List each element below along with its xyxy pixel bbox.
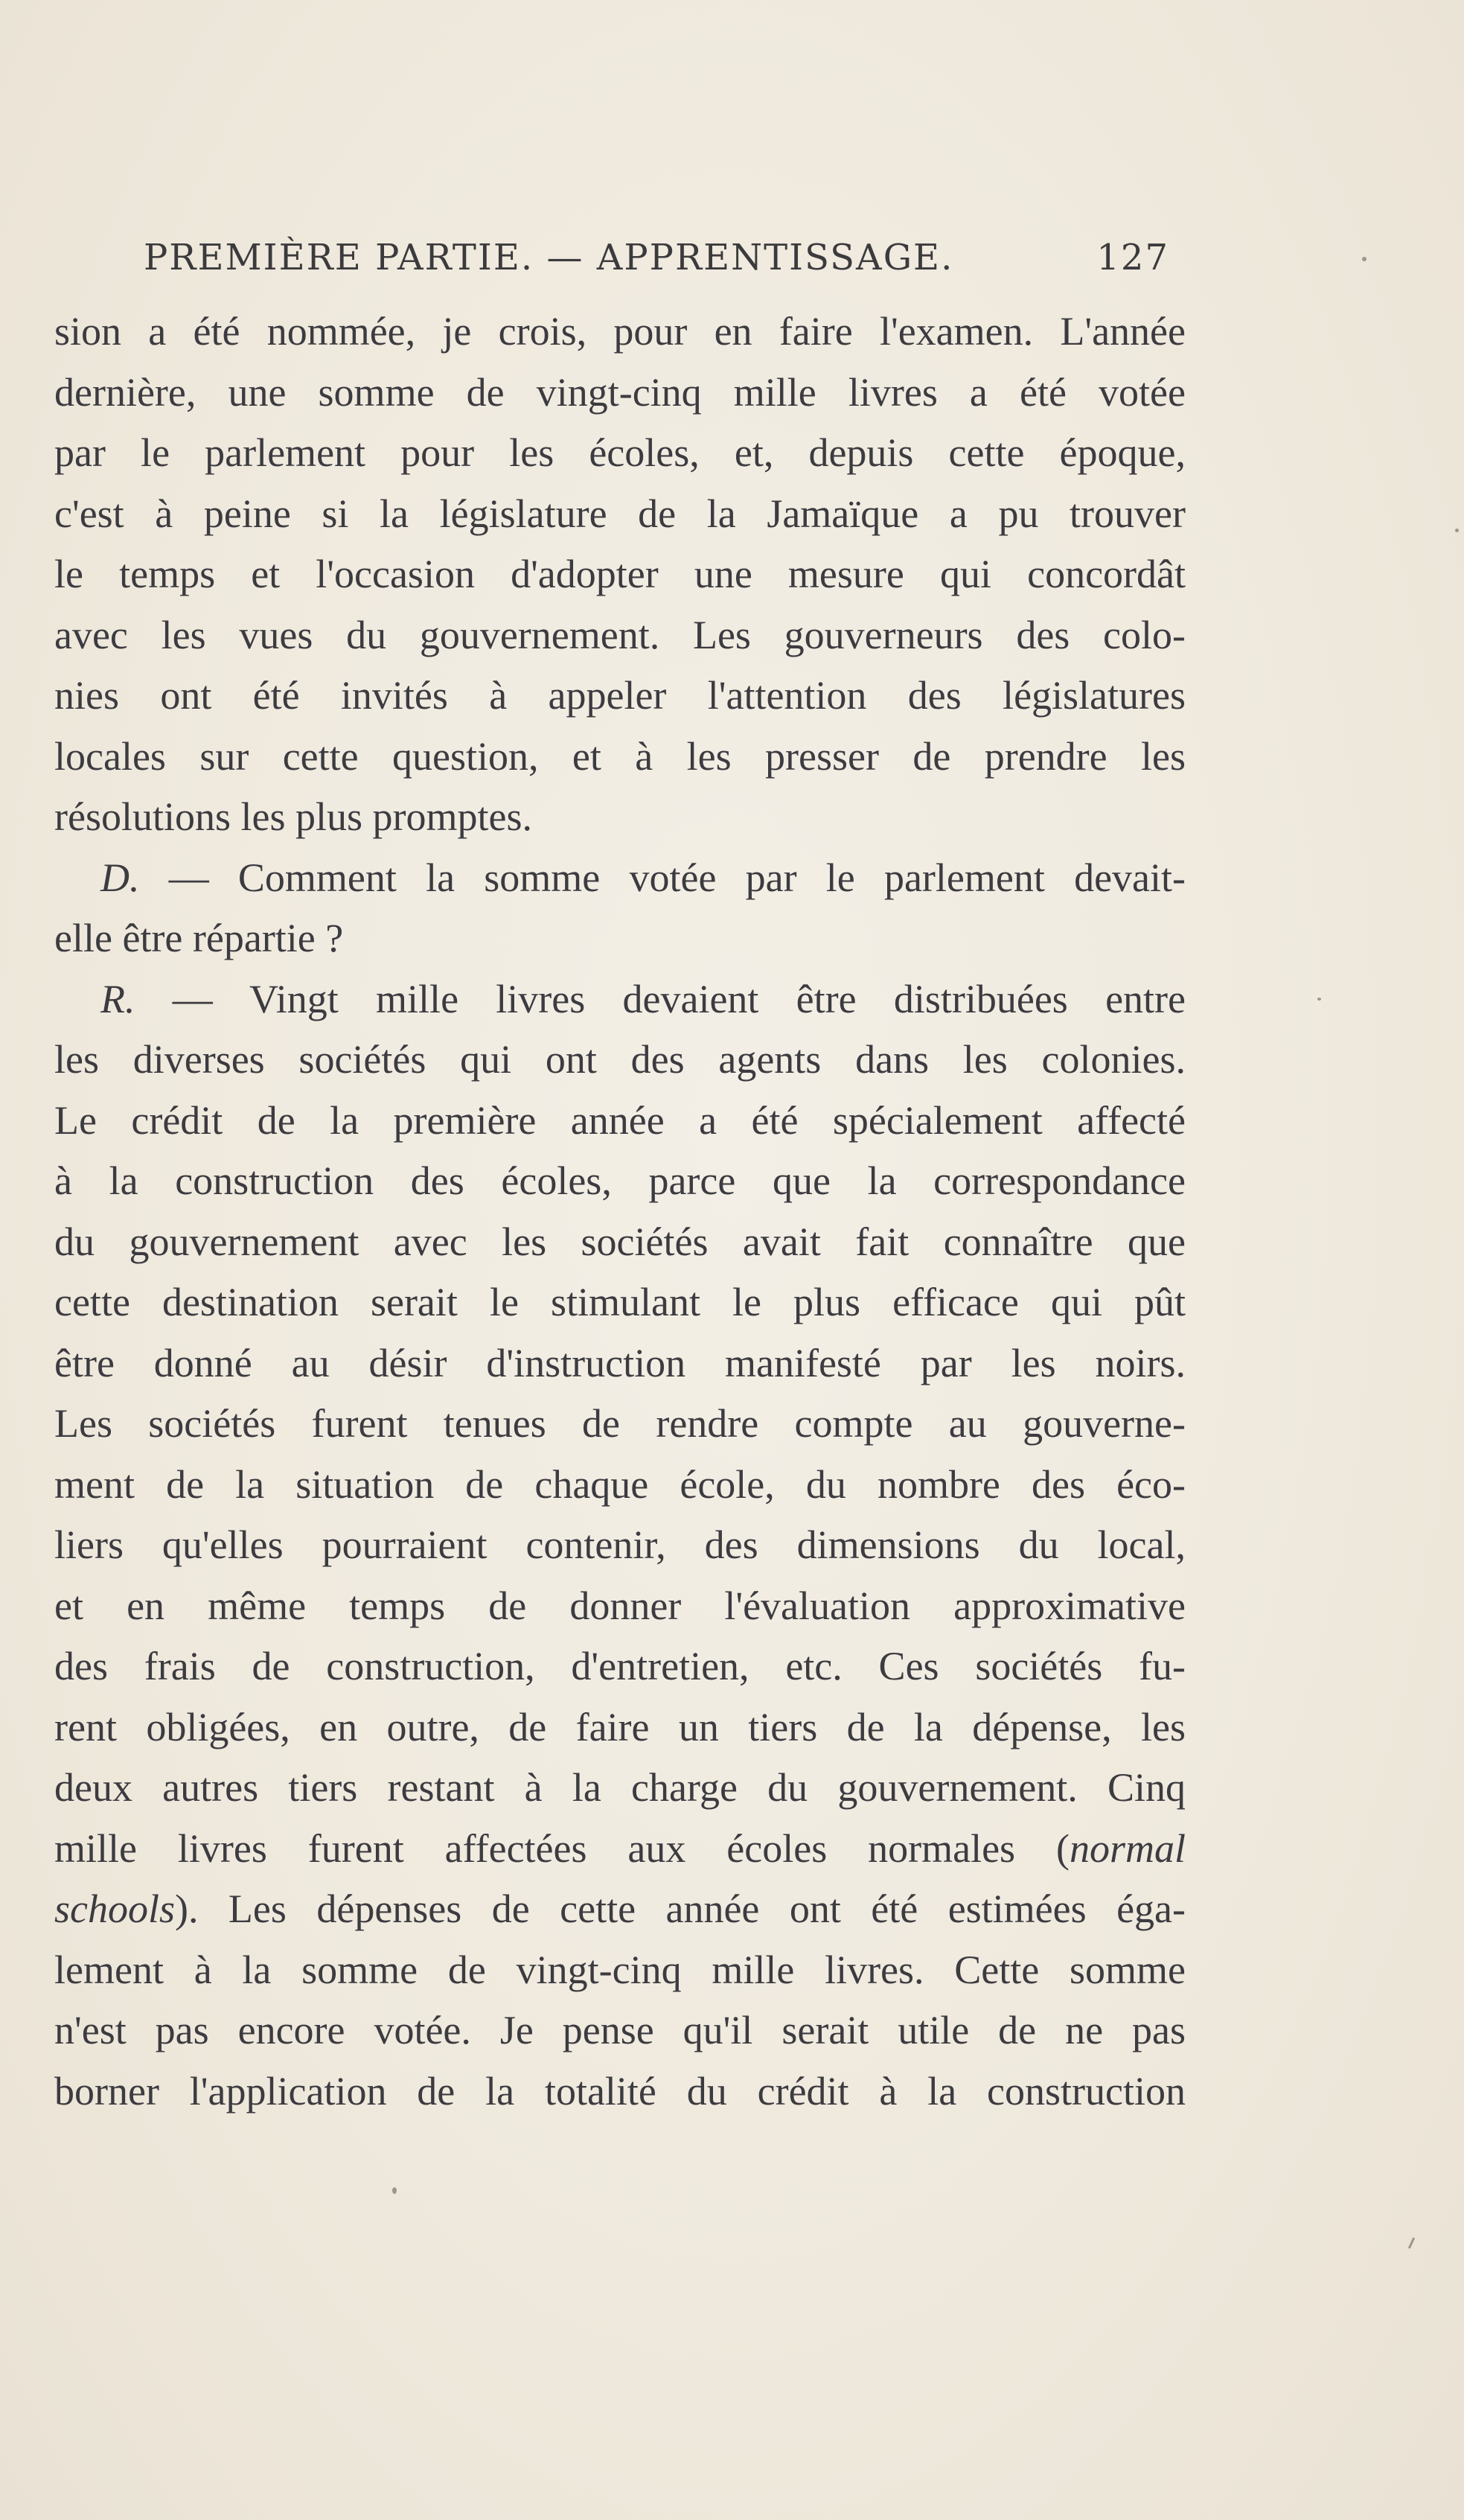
answer-text: — Vingt mille livres devaient être distribuées entre (135, 976, 1186, 1021)
text-line: être donné au désir d'instruction manifesté par les noirs. (54, 1340, 1186, 1385)
body-text (54, 302, 1186, 2122)
text-line: Le crédit de la première année a été spécialement affecté (54, 1097, 1186, 1143)
question-marker: D. (100, 855, 140, 900)
paper-speck (392, 2187, 397, 2194)
text-line: liers qu'elles pourraient contenir, des dimensions du local, (54, 1522, 1186, 1567)
text-line: sion a été nommée, je crois, pour en faire l'examen. L'année (54, 309, 1186, 354)
text-line (54, 1819, 1186, 1880)
text-line: du gouvernement avec les sociétés avait fait connaître que (54, 1219, 1186, 1264)
text-line: avec les vues du gouvernement. Les gouverneurs des colo- (54, 612, 1186, 657)
text-line: c'est à peine si la législature de la Jamaïque a pu trouver (54, 491, 1186, 536)
text-line: le temps et l'occasion d'adopter une mesure qui concordât (54, 552, 1186, 596)
line-text: mille livres furent affectées aux écoles normales ( (54, 1825, 1070, 1871)
text-line: dernière, une somme de vingt-cinq mille livres a été votée (54, 369, 1186, 415)
text-line: Les sociétés furent tenues de rendre compte au gouverne- (54, 1401, 1186, 1446)
paper-speck (1455, 529, 1459, 532)
text-line (54, 1879, 1186, 1940)
text-line: et en même temps de donner l'évaluation approximative (54, 1583, 1186, 1628)
text-line: n'est pas encore votée. Je pense qu'il serait utile de ne pas (54, 2008, 1186, 2052)
text-line: les diverses sociétés qui ont des agents dans les colonies. (54, 1037, 1186, 1082)
text-line: locales sur cette question, et à les presser de prendre les (54, 733, 1186, 779)
running-title: PREMIÈRE PARTIE. — APPRENTISSAGE. (144, 237, 954, 278)
page-number: 127 (1096, 237, 1169, 278)
running-header (144, 237, 1169, 289)
paper-speck (1408, 2237, 1415, 2249)
paper-speck (1362, 257, 1366, 261)
line-text: ). Les dépenses de cette année ont été estimées éga- (175, 1886, 1186, 1931)
italic-term: normal (1069, 1825, 1186, 1871)
text-line: cette destination serait le stimulant le plus efficace qui pût (54, 1280, 1186, 1324)
text-line: ment de la situation de chaque école, du nombre des éco- (54, 1461, 1186, 1507)
text-line: elle être répartie ? (54, 916, 344, 960)
text-line: borner l'application de la totalité du crédit à la construction (54, 2068, 1186, 2114)
text-line: deux autres tiers restant à la charge du gouvernement. Cinq (54, 1765, 1186, 1810)
text-line: résolutions les plus promptes. (54, 794, 532, 839)
answer-line (54, 969, 1186, 1030)
text-line: à la construction des écoles, parce que la correspondance (54, 1158, 1186, 1203)
question-text: — Comment la somme votée par le parlement devait- (139, 855, 1186, 900)
answer-marker: R. (100, 976, 135, 1021)
italic-term: schools (54, 1886, 175, 1931)
text-line: lement à la somme de vingt-cinq mille livres. Cette somme (54, 1947, 1186, 1992)
text-line: rent obligées, en outre, de faire un tiers de la dépense, les (54, 1704, 1186, 1749)
question-line (54, 848, 1186, 909)
text-line: par le parlement pour les écoles, et, depuis cette époque, (54, 430, 1186, 475)
text-line: des frais de construction, d'entretien, etc. Ces sociétés fu- (54, 1644, 1186, 1688)
text-line: nies ont été invités à appeler l'attention des législatures (54, 673, 1186, 718)
paper-speck (1317, 998, 1321, 1001)
